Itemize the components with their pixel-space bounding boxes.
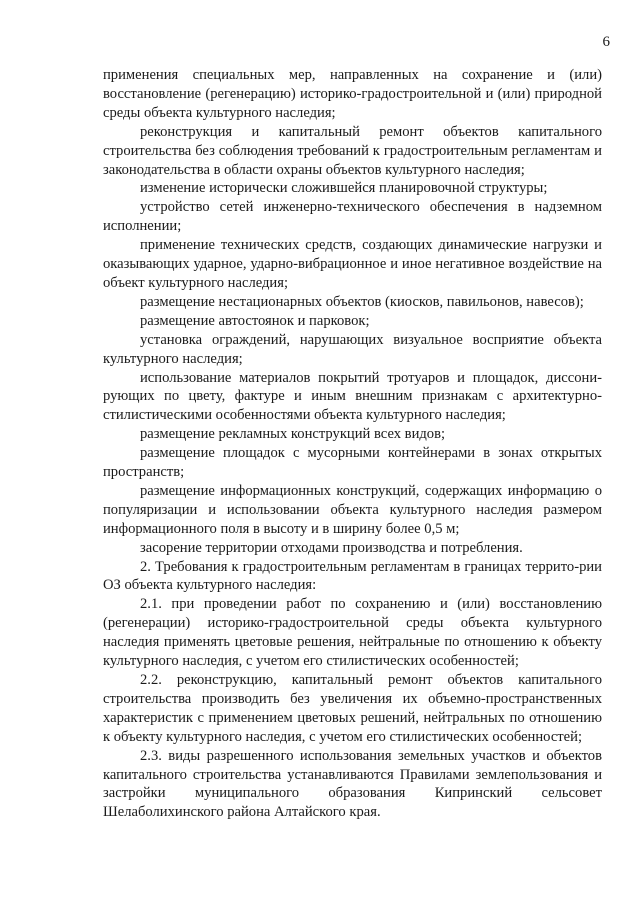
paragraph: засорение территории отходами производства и потребления.: [140, 539, 523, 556]
paragraph: устройство сетей инженерно-технического обеспечения в надземном исполнении;: [103, 199, 602, 235]
paragraph: применение технических средств, создающих динамические нагрузки и оказывающих ударное, ударно-вибрационное и иное негативное воздействие на объект культурного наследия;: [103, 237, 602, 291]
section-heading-paragraph: 2. Требования к градостроительным регламентам в границах террито-рии ОЗ объекта культурного наследия:: [103, 558, 602, 594]
paragraph: размещение площадок с мусорными контейнерами в зонах открытых пространств;: [103, 445, 602, 481]
paragraph: размещение автостоянок и парковок;: [140, 312, 370, 329]
paragraph: 2.3. виды разрешенного использования земельных участков и объектов капитального строительства устанавливаются Правилами землепользования и застройки муниципального образования Кипринский сельсовет Шелаболихинского района Алтайского края.: [103, 747, 602, 821]
page-number: 6: [602, 34, 610, 50]
paragraph: применения специальных мер, направленных на сохранение и (или) восстановление (регенерацию) историко-градостроительной и (или) природной среды объекта культурного наследия;: [103, 67, 602, 121]
paragraph: размещение информационных конструкций, содержащих информацию о популяризации и использовании объекта культурного наследия размером информационного поля в высоту и в ширину более 0,5 м;: [103, 482, 602, 537]
paragraph: установка ограждений, нарушающих визуальное восприятие объекта культурного наследия;: [103, 331, 602, 367]
paragraph: размещение рекламных конструкций всех видов;: [140, 426, 446, 443]
document-body: [103, 66, 602, 822]
paragraph: использование материалов покрытий тротуаров и площадок, диссони-рующих по цвету, фактуре и иным внешним признакам с архитектурно-стилистическими особенностями объекта культурного наследия;: [103, 369, 602, 424]
paragraph: реконструкция и капитальный ремонт объектов капитального строительства без соблюдения требований к градостроительным регламентам и законодательства в области охраны объектов культурного наследия;: [103, 123, 602, 178]
paragraph: 2.1. при проведении работ по сохранению и (или) восстановлению (регенерации) историко-градостроительной среды объекта культурного наследия применять цветовые решения, нейтральные по отношению к объекту культурного наследия, с учетом его стилистических особенностей;: [103, 596, 602, 670]
paragraph: 2.2. реконструкцию, капитальный ремонт объектов капитального строительства производить без увеличения их объемно-пространственных характеристик с применением цветовых решений, нейтральных по отношению к объекту культурного наследия, с учетом его стилистических особенностей;: [103, 672, 602, 745]
paragraph: изменение исторически сложившейся планировочной структуры;: [140, 180, 548, 197]
paragraph: размещение нестационарных объектов (киосков, павильонов, навесов);: [140, 293, 584, 310]
